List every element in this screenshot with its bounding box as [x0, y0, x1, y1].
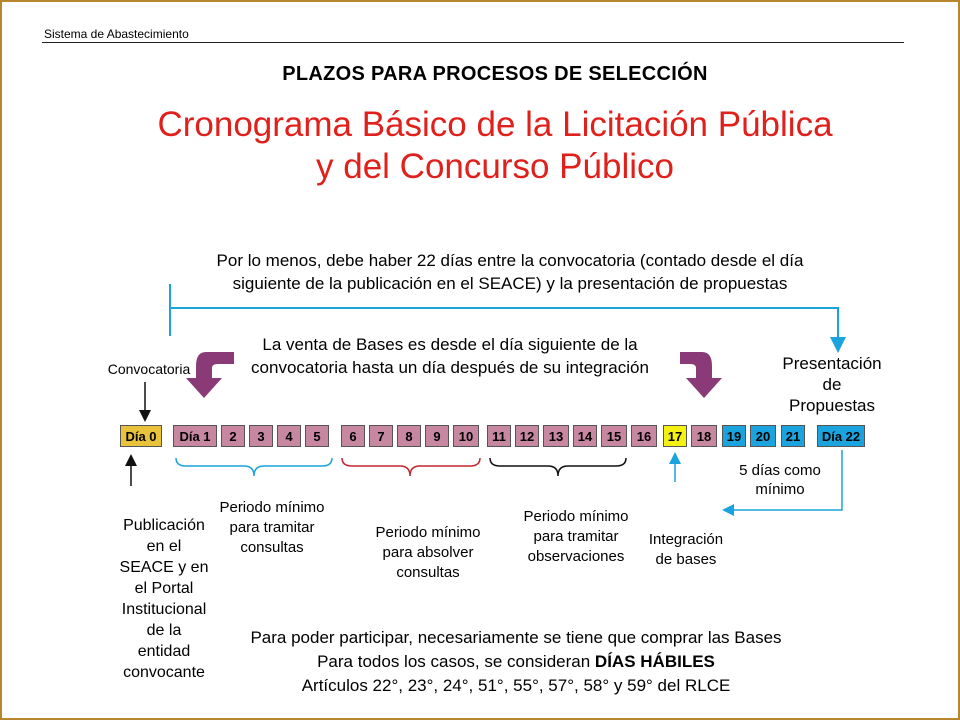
publicacion-line: de la	[146, 622, 182, 639]
day-box-18: 18	[691, 425, 717, 447]
main-title-line2: y del Concurso Público	[316, 147, 674, 186]
bases-note-line2: convocatoria hasta un día después de su integración	[251, 358, 649, 377]
day-box-15: 15	[601, 425, 627, 447]
period-observaciones	[510, 507, 642, 567]
integracion-line2: de bases	[655, 551, 717, 568]
publicacion-line: SEACE y en	[119, 559, 209, 576]
footer-line3: Artículos 22°, 23°, 24°, 51°, 55°, 57°, 58° y 59° del RLCE	[301, 676, 731, 695]
day-box-22: Día 22	[817, 425, 865, 447]
bases-note-line1: La venta de Bases es desde el día siguiente de la	[262, 335, 638, 354]
period-consultas-line1: Periodo mínimo	[219, 499, 325, 516]
integracion-line1: Integración	[648, 531, 724, 548]
convocatoria-label: Convocatoria	[107, 361, 191, 377]
top-note-line1: Por lo menos, debe haber 22 días entre la convocatoria (contado desde el día	[216, 251, 804, 270]
brace-absolver	[342, 458, 480, 476]
day-box-6: 6	[341, 425, 365, 447]
day-box-13: 13	[543, 425, 569, 447]
top-bracket-line	[170, 308, 838, 345]
publicacion-line: Publicación	[123, 517, 205, 534]
day-box-7: 7	[369, 425, 393, 447]
period-absolver	[366, 523, 490, 583]
brace-observaciones	[490, 458, 626, 476]
day-box-3: 3	[249, 425, 273, 447]
day-box-17: 17	[663, 425, 687, 447]
footer-line1: Para poder participar, necesariamente se tiene que comprar las Bases	[250, 628, 782, 647]
footer-dias-habiles: DÍAS HÁBILES	[594, 652, 715, 671]
section-title: PLAZOS PARA PROCESOS DE SELECCIÓN	[282, 63, 708, 85]
left-purple-arrow	[186, 352, 234, 398]
publicacion-line: el Portal	[134, 580, 194, 597]
five-days-line1: 5 días como	[739, 462, 821, 479]
day-box-14: 14	[573, 425, 597, 447]
integracion-label	[636, 530, 736, 570]
publicacion-line: entidad	[137, 643, 191, 660]
publicacion-line: Institucional	[121, 601, 207, 618]
period-consultas	[212, 498, 332, 558]
brace-consultas	[176, 458, 332, 476]
day-box-20: 20	[750, 425, 776, 447]
day-box-10: 10	[453, 425, 479, 447]
day-box-12: 12	[515, 425, 539, 447]
presentacion-line1: Presentación	[782, 354, 882, 373]
day-box-8: 8	[397, 425, 421, 447]
five-days-line2: mínimo	[755, 481, 805, 498]
period-consultas-line2: para tramitar	[229, 519, 315, 536]
footer-notes	[236, 626, 796, 698]
day-box-16: 16	[631, 425, 657, 447]
day-box-0: Día 0	[120, 425, 162, 447]
day-box-5: 5	[305, 425, 329, 447]
day-box-21: 21	[781, 425, 805, 447]
footer-line2-prefix: Para todos los casos, se consideran	[317, 652, 595, 671]
period-consultas-line3: consultas	[240, 539, 304, 556]
footer-line2	[236, 650, 796, 674]
publicacion-label	[104, 515, 224, 683]
right-purple-arrow	[680, 352, 722, 398]
period-absolver-line2: para absolver	[382, 544, 474, 561]
day-box-1: Día 1	[173, 425, 217, 447]
period-observaciones-line3: observaciones	[527, 548, 625, 565]
header-system-name: Sistema de Abastecimiento	[44, 27, 189, 41]
day-box-2: 2	[221, 425, 245, 447]
top-note-line2: siguiente de la publicación en el SEACE) y la presentación de propuestas	[232, 274, 788, 293]
presentacion-line3: Propuestas	[789, 396, 875, 415]
presentacion-line2: de	[822, 375, 842, 394]
day-box-4: 4	[277, 425, 301, 447]
period-observaciones-line2: para tramitar	[533, 528, 619, 545]
publicacion-line: convocante	[123, 664, 205, 681]
day-box-9: 9	[425, 425, 449, 447]
publicacion-line: en el	[146, 538, 182, 555]
period-observaciones-line1: Periodo mínimo	[523, 508, 629, 525]
period-absolver-line3: consultas	[396, 564, 460, 581]
five-days-label	[720, 461, 840, 499]
day-box-11: 11	[487, 425, 511, 447]
main-title-line1: Cronograma Básico de la Licitación Pública	[157, 105, 833, 144]
period-absolver-line1: Periodo mínimo	[375, 524, 481, 541]
day-box-19: 19	[722, 425, 746, 447]
